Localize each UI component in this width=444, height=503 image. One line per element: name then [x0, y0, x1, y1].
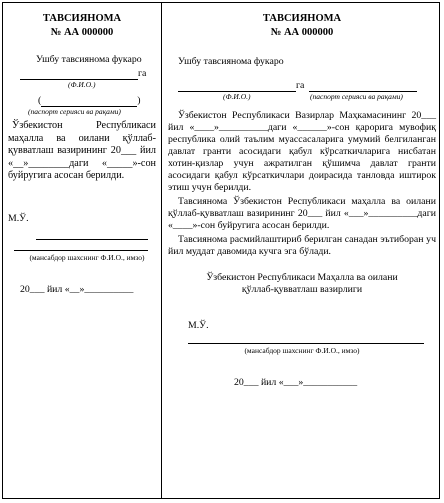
ministry-line-1: Ўзбекистон Республикаси Маҳалла ва оилани — [206, 272, 398, 283]
certificate-fio-caption: (Ф.И.О.) — [223, 92, 251, 101]
stub-fio-caption: (Ф.И.О.) — [68, 80, 96, 89]
certificate-mo: М.Ў. — [188, 320, 209, 331]
certificate-fio-row — [168, 80, 436, 92]
certificate-title: ТАВСИЯНОМА — [262, 13, 342, 24]
stub-official-caption: (мансабдор шахснинг Ф.И.О., имзо) — [29, 252, 145, 262]
stub-paren-close: ) — [137, 95, 141, 106]
stub-signature-line-1 — [36, 229, 148, 240]
certificate-intro: Ушбу тавсиянома фукаро — [178, 56, 284, 67]
stub-number: № АА 000000 — [50, 27, 114, 38]
certificate-column — [168, 12, 436, 389]
stub-body: Ўзбекистон Республикаси маҳалла ва оилани қўллаб-қувватлаш вазирининг 20___ йил «__»________даги «_____»-сон буйругига асосан берилди. — [8, 120, 156, 181]
stub-intro: Ушбу тавсиянома фукаро — [36, 54, 142, 65]
stub-fio-blank — [20, 69, 138, 80]
stub-date: 20___ йил «__»__________ — [20, 283, 134, 295]
stub-passport-row — [8, 95, 156, 107]
stub-signature-line-2 — [14, 240, 148, 251]
certificate-official-caption: (мансабдор шахснинг Ф.И.О., имзо) — [244, 346, 360, 355]
stub-ga-suffix: га — [138, 68, 147, 79]
certificate-paragraph-2: Тавсиянома Ўзбекистон Республикаси маҳалла ва оилани қўллаб-қувватлаш вазирининг 20___ йил «___»__________даги «____»-сон буйругига асосан берилди. — [168, 196, 436, 231]
certificate-caption-row — [168, 92, 436, 102]
ministry-line-2: қўллаб-қувватлаш вазирлиги — [241, 284, 363, 295]
certificate-signature-line — [188, 333, 424, 344]
stub-paren-open: ( — [38, 95, 42, 106]
stub-column — [8, 12, 156, 296]
certificate-date: 20___ йил «___»___________ — [234, 377, 358, 388]
certificate-number: № АА 000000 — [270, 27, 334, 38]
stub-passport-caption: (паспорт серияси ва рақами) — [28, 107, 121, 116]
certificate-paragraph-3: Тавсиянома расмийлаштириб берилган санадан эътиборан уч йил муддат давомида кучга эга бўлади. — [168, 234, 436, 257]
certificate-paragraph-1: Ўзбекистон Республикаси Вазирлар Маҳкамасининг 20___ йил «____»__________даги «______»-сон қарорига мувофиқ республика олий таълим муассасаларига умумий белгиланган давлат гранти асосидаги қабул кўрсаткичларига нисбатан хотин-қизлар учун ажратилган қўшимча давлат гранти асосидаги қабул кўрсаткичлари доирасида танловда иштирок этиш учун берилди. — [168, 110, 436, 193]
certificate-fio-blank — [178, 81, 296, 92]
stub-fio-row — [8, 68, 156, 80]
column-divider — [161, 2, 162, 499]
certificate-passport-caption: (паспорт серияси ва рақами) — [310, 92, 403, 101]
certificate-passport-blank — [309, 81, 417, 92]
stub-mo: М.Ў. — [8, 212, 29, 224]
stub-title: ТАВСИЯНОМА — [42, 13, 122, 24]
certificate-ga-suffix: га — [296, 80, 305, 91]
stub-passport-blank — [41, 96, 137, 107]
